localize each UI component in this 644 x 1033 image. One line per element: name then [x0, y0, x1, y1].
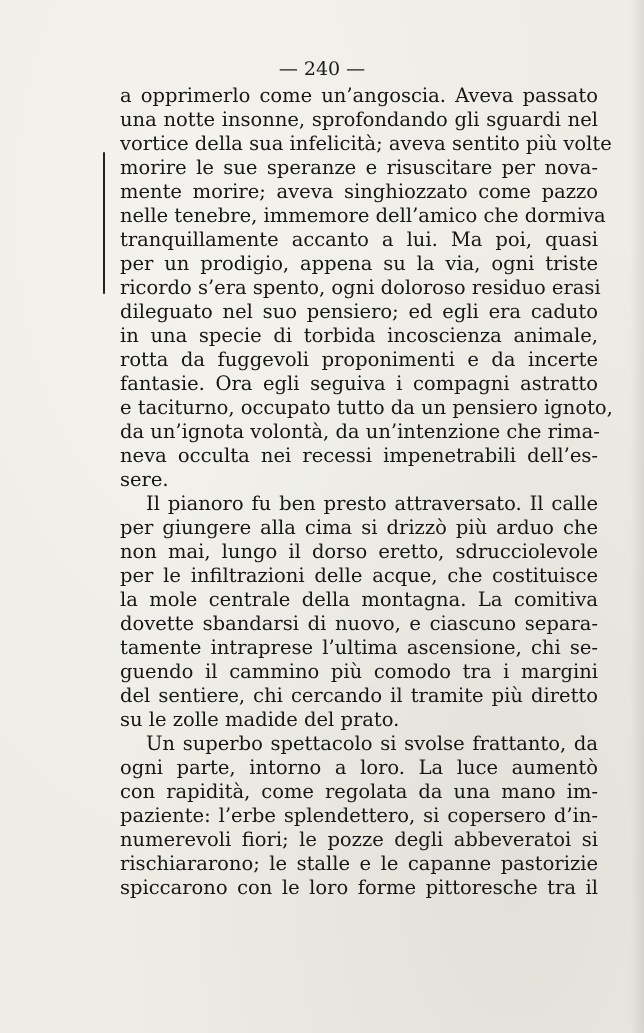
text-line: paziente: l’erbe splendettero, si copersero d’in- [120, 804, 598, 827]
text-line: per un prodigio, appena su la via, ogni triste [120, 252, 598, 275]
text-line: e taciturno, occupato tutto da un pensiero ignoto, [120, 396, 613, 419]
text-line: dovette sbandarsi di nuovo, e ciascuno separa- [120, 612, 598, 635]
text-line: del sentiere, chi cercando il tramite più diretto [120, 684, 598, 707]
text-line: dileguato nel suo pensiero; ed egli era caduto [120, 300, 598, 323]
text-line: da un’ignota volontà, da un’intenzione che rima- [120, 420, 600, 443]
page-edge-shadow [630, 0, 644, 1033]
text-line: morire le sue speranze e risuscitare per nova- [120, 156, 598, 179]
text-line: spiccarono con le loro forme pittoresche tra il [120, 876, 598, 899]
text-line: vortice della sua infelicità; aveva sentito più volte [120, 132, 612, 155]
text-line: non mai, lungo il dorso eretto, sdrucciolevole [120, 540, 598, 563]
text-line: in una specie di torbida incoscienza animale, [120, 324, 598, 347]
text-line: neva occulta nei recessi impenetrabili dell’es- [120, 444, 598, 467]
paragraph-2 [120, 492, 598, 732]
text-line: Un superbo spettacolo si svolse frattanto, da [146, 732, 598, 755]
text-line: con rapidità, come regolata da una mano im- [120, 780, 598, 803]
text-line: fantasie. Ora egli seguiva i compagni astratto [120, 372, 598, 395]
text-line: su le zolle madide del prato. [120, 708, 400, 731]
text-line: per giungere alla cima si drizzò più arduo che [120, 516, 598, 539]
text-line: tamente intraprese l’ultima ascensione, chi se- [120, 636, 598, 659]
text-line: guendo il cammino più comodo tra i margini [120, 660, 598, 683]
text-line: ricordo s’era spento, ogni doloroso residuo erasi [120, 276, 601, 299]
text-line: la mole centrale della montagna. La comitiva [120, 588, 598, 611]
body-text [120, 84, 613, 900]
text-line: a opprimerlo come un’angoscia. Aveva passato [120, 84, 598, 107]
text-line: mente morire; aveva singhiozzato come pazzo [120, 180, 598, 203]
text-line: una notte insonne, sprofondando gli sguardi nel [120, 108, 598, 131]
text-line: tranquillamente accanto a lui. Ma poi, quasi [120, 228, 598, 251]
text-line: Il pianoro fu ben presto attraversato. Il calle [146, 492, 598, 515]
margin-pencil-mark [103, 152, 105, 294]
text-line: sere. [120, 468, 169, 491]
paragraph-3 [120, 732, 598, 900]
text-line: nelle tenebre, immemore dell’amico che dormiva [120, 204, 606, 227]
text-line: rischiararono; le stalle e le capanne pastorizie [120, 852, 598, 875]
text-line: rotta da fuggevoli proponimenti e da incerte [120, 348, 598, 371]
page-number: — 240 — [278, 58, 366, 80]
text-line: ogni parte, intorno a loro. La luce aumentò [120, 756, 598, 779]
text-line: numerevoli fiori; le pozze degli abbeveratoi si [120, 828, 598, 851]
paragraph-1 [120, 84, 613, 492]
text-line: per le infiltrazioni delle acque, che costituisce [120, 564, 598, 587]
